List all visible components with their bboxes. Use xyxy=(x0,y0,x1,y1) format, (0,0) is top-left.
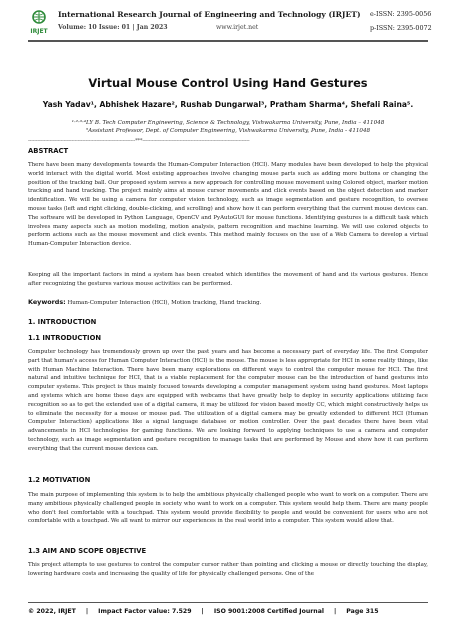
journal-volume: Volume: 10 Issue: 01 | Jan 2023 xyxy=(58,24,168,31)
section-1-heading: 1. INTRODUCTION xyxy=(28,318,97,326)
abstract-paragraph-2: Keeping all the important factors in mind a system has been created which identifies the movement of hand and its various gestures. Hence after recognizing the gestures various mouse activities can be performed. xyxy=(28,272,428,287)
paper-authors: Yash Yadav¹, Abhishek Hazare², Rushab Dungarwal³, Pratham Sharma⁴, Shefali Raina⁵. xyxy=(42,100,414,109)
footer-copyright: © 2022, IRJET xyxy=(28,608,76,615)
section-1-3-heading: 1.3 AIM AND SCOPE OBJECTIVE xyxy=(28,547,147,555)
section-1-1-heading: 1.1 INTRODUCTION xyxy=(28,334,102,342)
keywords-label: Keywords: xyxy=(28,298,66,306)
aim-paragraph: This project attempts to use gestures to control the computer cursor rather than pointing and clicking a mouse or directly touching the display, lowering hardware costs and increasing the quality of life for physically challenged persons. One of the xyxy=(28,562,428,577)
paper-title: Virtual Mouse Control Using Hand Gestures xyxy=(88,76,368,90)
page-footer: © 2022, IRJET | Impact Factor value: 7.529 | ISO 9001:2008 Certified Journal | Page 315 xyxy=(28,608,379,615)
header-rule xyxy=(28,40,428,42)
affiliation-students: ¹·²·³·⁴LY B. Tech Computer Engineering, Science & Technology, Vishwakarma University, Pune, India – 411048 xyxy=(71,120,385,126)
title-divider: ---------------------------------------------------------------------***--------------------------------------------------------------------- xyxy=(28,138,250,144)
section-1-2-heading: 1.2 MOTIVATION xyxy=(28,476,91,484)
footer-impact-factor: Impact Factor value: 7.529 xyxy=(98,608,192,615)
affiliation-professor: ⁵Assistant Professor, Dept. of Computer Engineering, Vishwakarma University, Pune, India - 411048 xyxy=(85,128,371,134)
logo-text: IRJET xyxy=(30,28,48,35)
footer-iso: ISO 9001:2008 Certified Journal xyxy=(213,608,325,615)
keywords-line xyxy=(28,298,428,306)
motivation-paragraph: The main purpose of implementing this system is to help the ambitious physically challenged people who want to work on a computer. There are many ambitious physically challenged people in society who want to work on a computer. This system would help them. There are many people who don't feel comfortable with a touchpad. This system would provide flexibility to people and would be convenient for users who are not comfortable with a touchpad. We all want to mirror our experiences in the real world into a computer. This system would allow that. xyxy=(28,492,428,525)
journal-pissn: p-ISSN: 2395-0072 xyxy=(370,24,432,32)
abstract-paragraph: There have been many developments towards the Human-Computer Interaction (HCI). Many modules have been developed to help the physical world interact with the digital world. Most existing approaches involve changing mouse parts such as adding more buttons or changing the position of the tracking ball. Our proposed system serves a new approach for controlling mouse movement using Colored object, marker motion tracking and hand tracking. The project mainly aims at mouse cursor movements and click events based on the object detection and marker identification. We will be using a camera for computer vision technology, such as image segmentation and gesture recognition, to oversee mouse tasks (left and right clicking, double-clicking, and scrolling) and show how it can perform everything that the current mouse devices can. The software will be developed in Python Language, OpenCV and PyAutoGUI for mouse functions. Identifying gestures is a difficult task which involves many aspects such as motion modeling, motion analysis, pattern recognition and machine learning. We will use colored objects to perform actions such as the mouse movement and click events. This method mainly focuses on the use of a Web Camera to develop a virtual Human-Computer Interaction device. xyxy=(28,162,428,248)
footer-page-number: Page 315 xyxy=(346,608,379,615)
journal-title: International Research Journal of Engineering and Technology (IRJET) xyxy=(58,10,361,19)
footer-rule xyxy=(28,602,428,603)
irjet-logo xyxy=(28,8,50,36)
journal-header xyxy=(28,8,432,38)
abstract-heading: ABSTRACT xyxy=(28,147,69,155)
introduction-paragraph: Computer technology has tremendously grown up over the past years and has become a necessary part of everyday life. The first Computer part that human's access for Human Computer Interaction (HCI) is the mouse. The mouse is less appropriate for HCI in some reality things, like with Human Machine Interaction. There have been many explorations on different ways to control the computer mouse for HCI. The first natural and intuitive technique for HCI, that is a viable replacement for the computer mouse can be the introduction of hand gestures into computer systems. This project is thus mainly focused towards developing a computer management system using hand gestures. Most laptops and systems which are home these days are equipped with webcams that have greatly help to deploy in security applications utilizing face recognition so as to get the extended use of a digital camera, it may be utilized for vision based mostly CC, which might constructively helps us to eliminate the necessity for a mouse or mouse pad. The utilization of a digital camera may be greatly extended to different HCI (Human Computer Interaction) applications like a signal language database or motion controller. Over the past decades there have been vital advancements in HCI technologies for gaming functions. We are looking forward to applying techniques to use a camera and computer technology, such as image segmentation and gesture recognition to manage tasks that are performed by Mouse and show how it can perform everything that the current mouse devices can. xyxy=(28,349,428,452)
journal-eissn: e-ISSN: 2395-0056 xyxy=(370,10,432,18)
keywords-text: Human-Computer Interaction (HCI), Motion tracking, Hand tracking. xyxy=(67,300,262,306)
journal-website[interactable]: www.irjet.net xyxy=(216,24,259,31)
